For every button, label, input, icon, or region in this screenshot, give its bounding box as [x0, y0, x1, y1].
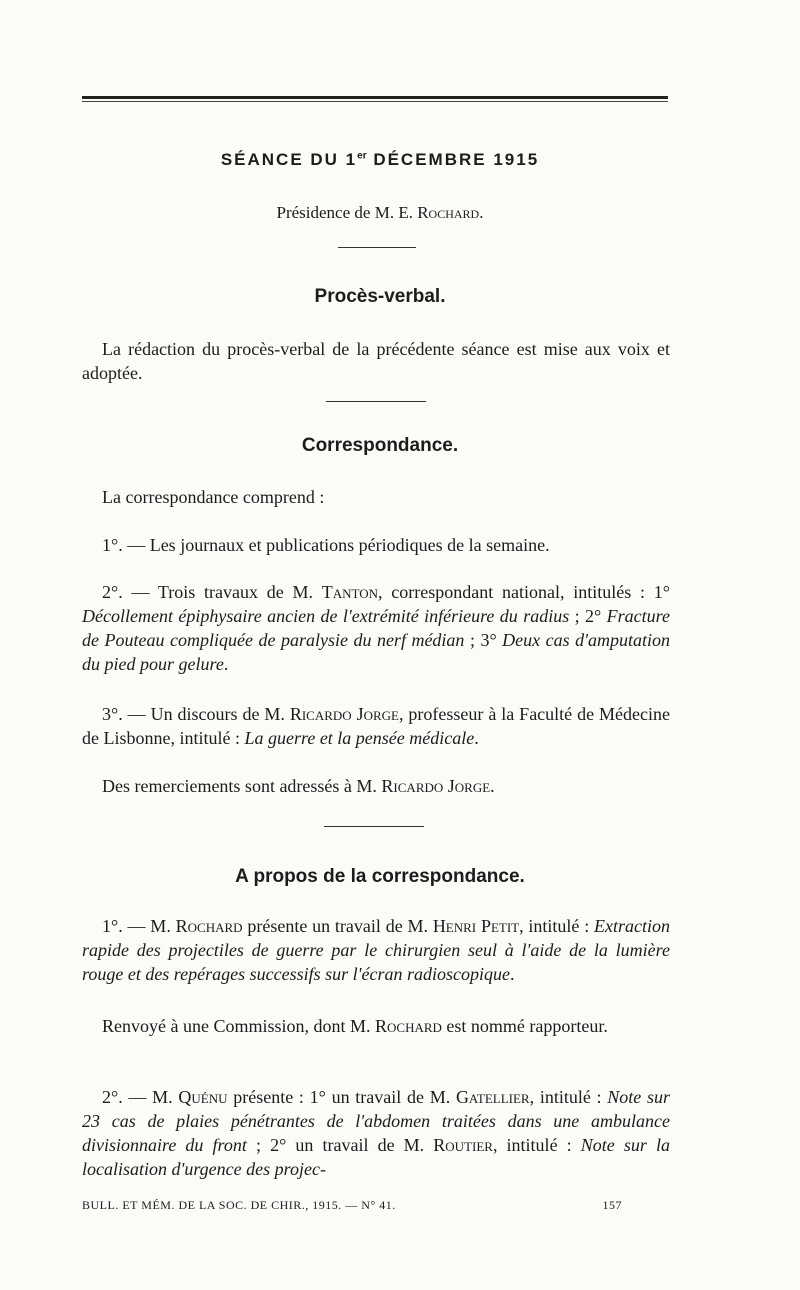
ap1-title: Extraction rapide des projectiles de guerre par le chirurgien seul à l'aide de la lumière rouge et des repérages successifs sur l'écran radioscopique: [82, 916, 671, 984]
top-rule-thin: [82, 101, 668, 102]
renvoye-part-b: est nommé rapporteur.: [441, 1016, 608, 1036]
title-sup: er: [357, 150, 367, 162]
item2-part-c: ; 2°: [569, 606, 607, 626]
ap1-part-b: présente un travail de M.: [242, 916, 433, 936]
a-propos-item-1: [82, 914, 670, 986]
title-suffix: DÉCEMBRE 1915: [366, 150, 540, 169]
heading-proces-verbal: Procès-verbal.: [314, 286, 446, 307]
item3-name: Ricardo Jorge: [289, 704, 399, 724]
heading-a-propos: A propos de la correspondance.: [235, 866, 525, 887]
ap2-part-b: présente : 1° un travail de M.: [227, 1087, 456, 1107]
ap1-name-1: Rochard: [175, 916, 243, 936]
ap2-name-3: Routier: [433, 1135, 493, 1155]
item3-title: La guerre et la pensée médicale: [244, 728, 475, 748]
ap2-title-1: Note sur 23 cas de plaies pénétrantes de l'abdomen traitées dans une ambulance divisionnaire du front: [82, 1087, 670, 1155]
item2-title-3: Deux cas d'amputation du pied pour gelure: [82, 630, 670, 674]
ap2-part-a: 2°. — M.: [102, 1087, 179, 1107]
proces-verbal-text: La rédaction du procès-verbal de la précédente séance est mise aux voix et adoptée.: [82, 339, 670, 383]
correspondance-intro: La correspondance comprend :: [102, 487, 325, 507]
thanks-name: Ricardo Jorge: [381, 776, 491, 796]
ap1-part-c: , intitulé :: [519, 916, 595, 936]
page-number: 157: [602, 1198, 622, 1212]
renvoye-part-a: Renvoyé à une Commission, dont M.: [102, 1016, 375, 1036]
item2-title-2: Fracture de Pouteau compliquée de paralysie du nerf médian: [82, 606, 670, 650]
a-propos-renvoye: [82, 1014, 670, 1038]
ap1-name-2: Henri Petit: [432, 916, 520, 936]
presidence-end: .: [479, 203, 484, 222]
footer-reference: BULL. ET MÉM. DE LA SOC. DE CHIR., 1915. — N° 41.: [82, 1198, 396, 1212]
ap2-part-c: , intitulé :: [529, 1087, 608, 1107]
item2-title-1: Décollement épiphysaire ancien de l'extrémité inférieure du radius: [82, 606, 570, 626]
presidence-name: Rochard: [417, 203, 480, 222]
ap2-part-d: ; 2° un travail de M.: [246, 1135, 434, 1155]
ap2-name-2: Gatellier: [455, 1087, 530, 1107]
item2-part-d: ; 3°: [464, 630, 503, 650]
session-title: [0, 150, 760, 170]
separator-1: [338, 247, 416, 248]
separator-2: [326, 401, 426, 402]
renvoye-name: Rochard: [375, 1016, 442, 1036]
thanks-part-a: Des remerciements sont adressés à M.: [102, 776, 382, 796]
heading-correspondance: Correspondance.: [301, 435, 459, 456]
item3-part-b: , professeur à la Faculté de Médecine de Lisbonne, intitulé :: [82, 704, 670, 748]
separator-3: [324, 826, 424, 827]
item2-part-e: .: [223, 654, 229, 674]
ap2-name-1: Quénu: [178, 1087, 228, 1107]
item2-name: Tanton: [321, 582, 379, 602]
thanks-part-b: .: [490, 776, 495, 796]
item2-part-a: 2°. — Trois travaux de M.: [102, 582, 322, 602]
page-footer: [82, 1198, 622, 1213]
correspondance-item-2: [82, 580, 670, 676]
presidence-text: Présidence de M. E.: [276, 203, 418, 222]
item3-part-c: .: [474, 728, 479, 748]
correspondance-item-3: [82, 702, 670, 750]
ap1-part-a: 1°. — M.: [102, 916, 176, 936]
a-propos-item-2: [82, 1085, 670, 1181]
presidence-line: [0, 203, 760, 223]
item2-part-b: , correspondant national, intitulés : 1°: [378, 582, 670, 602]
correspondance-thanks: [82, 774, 670, 798]
title-prefix: SÉANCE DU 1: [220, 150, 358, 169]
ap2-part-e: , intitulé :: [492, 1135, 581, 1155]
correspondance-item-1: 1°. — Les journaux et publications périodiques de la semaine.: [102, 535, 550, 555]
item3-part-a: 3°. — Un discours de M.: [102, 704, 290, 724]
ap1-part-d: .: [509, 964, 515, 984]
top-rule: [82, 96, 668, 99]
ap2-title-2: Note sur la localisation d'urgence des projec-: [82, 1135, 670, 1179]
